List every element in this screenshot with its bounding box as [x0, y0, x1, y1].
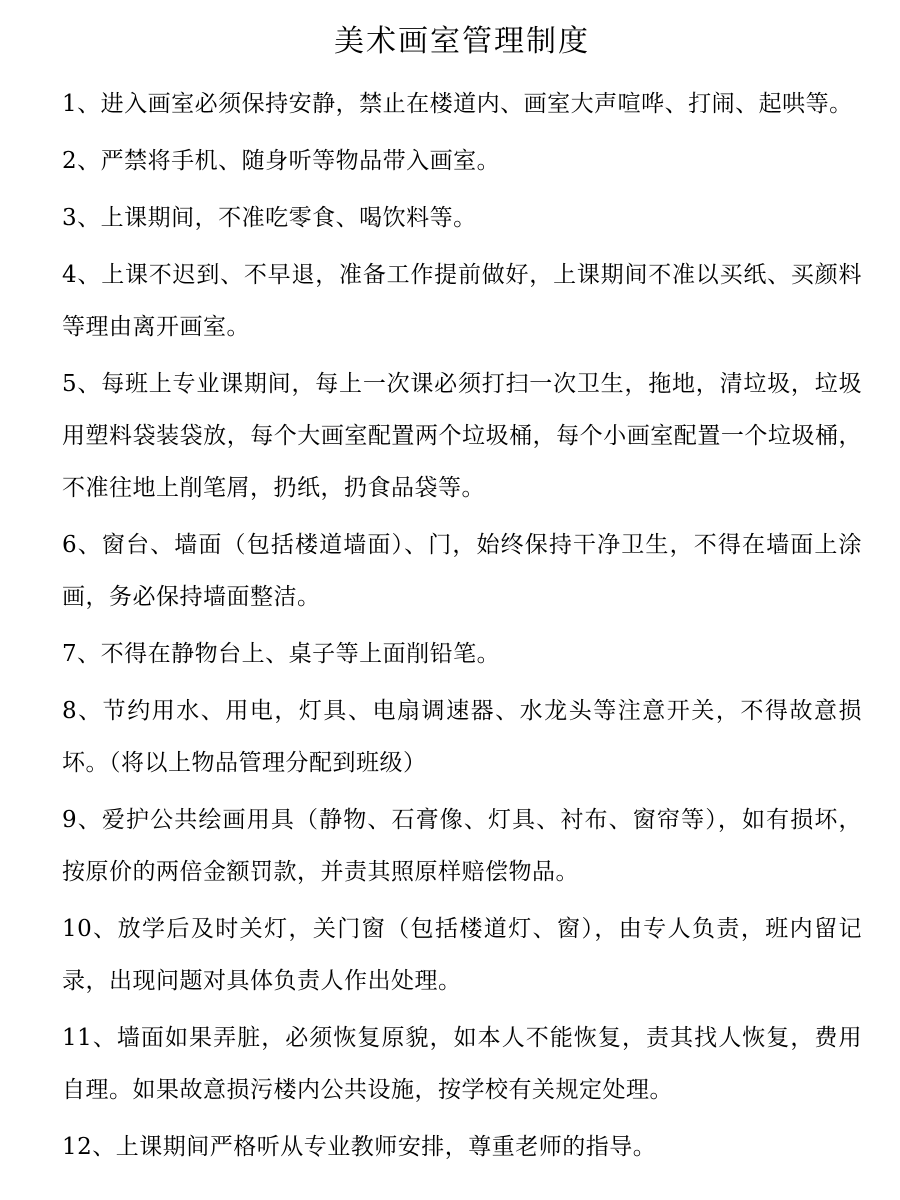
rule-item: 4、上课不迟到、不早退，准备工作提前做好，上课期间不准以买纸、买颜料等理由离开画室。 — [62, 262, 862, 340]
rule-item: 7、不得在静物台上、桌子等上面削铅笔。 — [62, 641, 501, 667]
rule-item: 9、爱护公共绘画用具（静物、石膏像、灯具、衬布、窗帘等），如有损坏，按原价的两倍金额罚款，并责其照原样赔偿物品。 — [62, 807, 862, 885]
document-title: 美术画室管理制度 — [334, 24, 590, 59]
rule-item: 5、每班上专业课期间，每上一次课必须打扫一次卫生，拖地，清垃圾，垃圾用塑料袋装袋放，每个大画室配置两个垃圾桶，每个小画室配置一个垃圾桶，不准往地上削笔屑，扔纸，扔食品袋等。 — [62, 371, 862, 501]
rule-item: 12、上课期间严格听从专业教师安排，尊重老师的指导。 — [62, 1134, 657, 1160]
rule-item: 3、上课期间，不准吃零食、喝饮料等。 — [62, 205, 477, 231]
rule-item: 8、节约用水、用电，灯具、电扇调速器、水龙头等注意开关，不得故意损坏。（将以上物品管理分配到班级） — [62, 698, 862, 776]
rule-item: 2、严禁将手机、随身听等物品带入画室。 — [62, 148, 501, 174]
rule-item: 6、窗台、墙面（包括楼道墙面）、门，始终保持干净卫生，不得在墙面上涂画，务必保持墙面整洁。 — [62, 532, 862, 610]
rules-list — [62, 78, 862, 1173]
rule-item: 10、放学后及时关灯，关门窗（包括楼道灯、窗），由专人负责，班内留记录，出现问题对具体负责人作出处理。 — [62, 916, 862, 994]
rule-item: 1、进入画室必须保持安静，禁止在楼道内、画室大声喧哗、打闹、起哄等。 — [62, 91, 853, 117]
rule-item: 11、墙面如果弄脏，必须恢复原貌，如本人不能恢复，责其找人恢复，费用自理。如果故意损污楼内公共设施，按学校有关规定处理。 — [62, 1025, 862, 1103]
